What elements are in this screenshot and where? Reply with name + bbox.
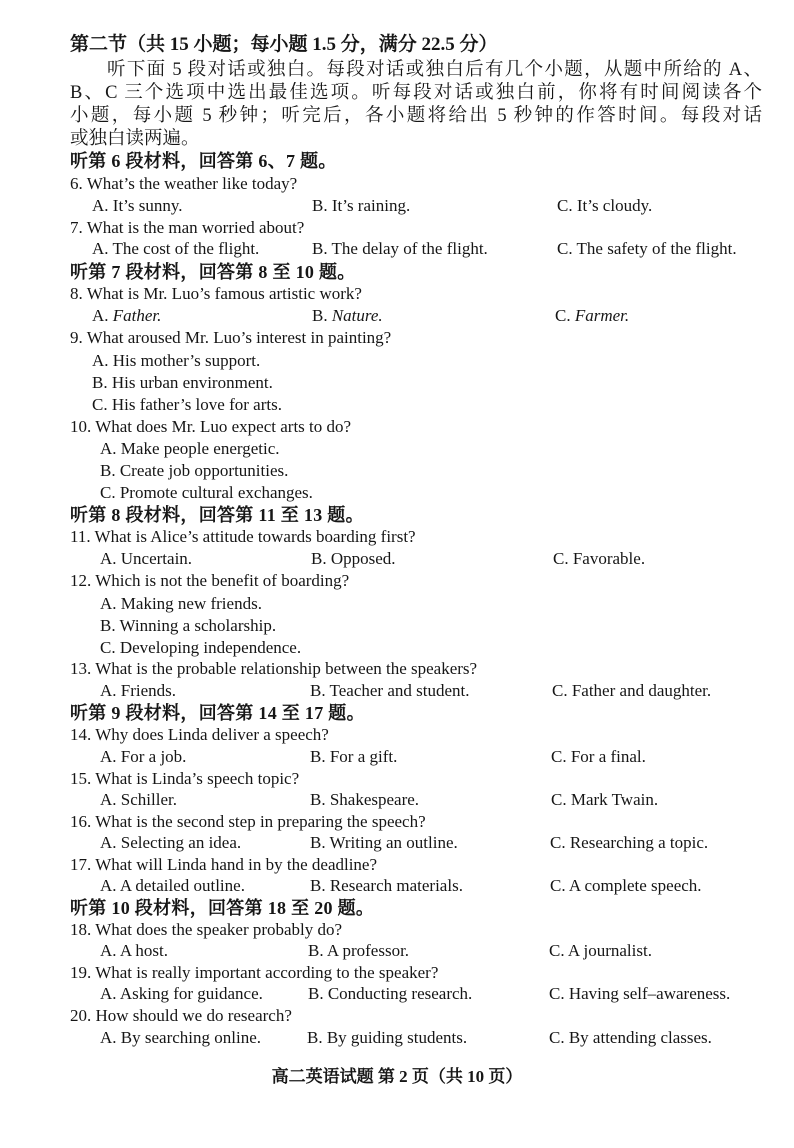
options-line bbox=[0, 789, 794, 811]
option-c: C. The safety of the flight. bbox=[557, 239, 737, 258]
question-stem: 15. What is Linda’s speech topic? bbox=[70, 769, 300, 788]
question-stem: 6. What’s the weather like today? bbox=[70, 174, 298, 193]
option-b: B. Teacher and student. bbox=[310, 681, 470, 700]
group-label-line bbox=[0, 702, 794, 724]
group-label-line bbox=[0, 261, 794, 283]
option-line bbox=[0, 637, 794, 659]
options-line bbox=[0, 238, 794, 260]
option-b: B. Shakespeare. bbox=[310, 790, 420, 809]
question-line bbox=[0, 854, 794, 876]
question-line bbox=[0, 570, 794, 592]
question-line bbox=[0, 1005, 794, 1027]
group-label: 听第 9 段材料，回答第 14 至 17 题。 bbox=[70, 703, 365, 723]
option-b: B. Opposed. bbox=[311, 549, 396, 568]
section-heading-line bbox=[0, 34, 794, 56]
options-line bbox=[0, 875, 794, 897]
option-letter: A. bbox=[92, 306, 109, 325]
option-c: C. Favorable. bbox=[553, 549, 646, 568]
option-b: B. Conducting research. bbox=[308, 984, 473, 1003]
question-stem: 19. What is really important according to the speaker? bbox=[70, 963, 439, 982]
question-stem: 13. What is the probable relationship between the speakers? bbox=[70, 659, 478, 678]
option-b: B. Winning a scholarship. bbox=[100, 616, 277, 635]
option-a: A. Selecting an idea. bbox=[100, 833, 242, 852]
question-stem: 12. Which is not the benefit of boarding? bbox=[70, 571, 350, 590]
option-line bbox=[0, 615, 794, 637]
option-line bbox=[0, 350, 794, 372]
group-label: 听第 6 段材料，回答第 6、7 题。 bbox=[70, 151, 337, 171]
question-line bbox=[0, 724, 794, 746]
option-a: A. Make people energetic. bbox=[100, 439, 280, 458]
option-a: A. Friends. bbox=[100, 681, 177, 700]
option-line bbox=[0, 593, 794, 615]
question-line bbox=[0, 811, 794, 833]
option-b: B. A professor. bbox=[308, 941, 410, 960]
instruction-line bbox=[0, 82, 794, 104]
question-line bbox=[0, 327, 794, 349]
options-line bbox=[0, 940, 794, 962]
instruction-line bbox=[0, 59, 794, 81]
option-c: C. A journalist. bbox=[549, 941, 652, 960]
option-title: Father. bbox=[112, 306, 162, 325]
option-b: B. Writing an outline. bbox=[310, 833, 458, 852]
instruction-line bbox=[0, 128, 794, 150]
option-b: B. By guiding students. bbox=[307, 1028, 468, 1047]
option-c: C. Mark Twain. bbox=[551, 790, 659, 809]
option-b: B. The delay of the flight. bbox=[312, 239, 488, 258]
option-b: B. For a gift. bbox=[310, 747, 398, 766]
options-line bbox=[0, 1027, 794, 1049]
option-b bbox=[312, 305, 383, 327]
option-letter: B. bbox=[312, 306, 328, 325]
options-line bbox=[0, 680, 794, 702]
option-c: C. By attending classes. bbox=[549, 1028, 712, 1047]
option-c bbox=[555, 305, 629, 327]
question-line bbox=[0, 658, 794, 680]
section-heading: 第二节（共 15 小题；每小题 1.5 分，满分 22.5 分） bbox=[70, 34, 498, 55]
options-line bbox=[0, 983, 794, 1005]
option-a: A. Uncertain. bbox=[100, 549, 193, 568]
question-stem: 20. How should we do research? bbox=[70, 1006, 292, 1025]
option-line bbox=[0, 438, 794, 460]
option-c: C. A complete speech. bbox=[550, 876, 702, 895]
option-c: C. It’s cloudy. bbox=[557, 196, 653, 215]
option-a: A. A detailed outline. bbox=[100, 876, 245, 895]
group-label-line bbox=[0, 504, 794, 526]
question-line bbox=[0, 962, 794, 984]
option-a: A. A host. bbox=[100, 941, 169, 960]
option-a bbox=[92, 305, 161, 327]
options-line bbox=[0, 548, 794, 570]
instruction-line bbox=[0, 105, 794, 127]
question-line bbox=[0, 283, 794, 305]
option-c: C. For a final. bbox=[551, 747, 646, 766]
option-c: C. Researching a topic. bbox=[550, 833, 709, 852]
question-stem: 16. What is the second step in preparing the speech? bbox=[70, 812, 426, 831]
group-label-line bbox=[0, 150, 794, 172]
option-c: C. Promote cultural exchanges. bbox=[100, 483, 313, 502]
group-label: 听第 8 段材料，回答第 11 至 13 题。 bbox=[70, 505, 364, 525]
option-a: A. Asking for guidance. bbox=[100, 984, 263, 1003]
options-line bbox=[0, 305, 794, 327]
question-stem: 17. What will Linda hand in by the deadline? bbox=[70, 855, 378, 874]
question-stem: 10. What does Mr. Luo expect arts to do? bbox=[70, 417, 352, 436]
option-a: A. By searching online. bbox=[100, 1028, 261, 1047]
question-stem: 7. What is the man worried about? bbox=[70, 218, 305, 237]
options-line bbox=[0, 195, 794, 217]
option-line bbox=[0, 394, 794, 416]
question-line bbox=[0, 919, 794, 941]
option-a: A. Schiller. bbox=[100, 790, 177, 809]
question-stem: 11. What is Alice’s attitude towards boarding first? bbox=[70, 527, 416, 546]
option-line bbox=[0, 482, 794, 504]
option-a: A. For a job. bbox=[100, 747, 187, 766]
question-stem: 8. What is Mr. Luo’s famous artistic work? bbox=[70, 284, 362, 303]
option-b: B. His urban environment. bbox=[92, 373, 273, 392]
option-b: B. Research materials. bbox=[310, 876, 463, 895]
question-line bbox=[0, 526, 794, 548]
option-title: Nature. bbox=[331, 306, 383, 325]
group-label: 听第 10 段材料，回答第 18 至 20 题。 bbox=[70, 898, 375, 918]
option-c: C. Father and daughter. bbox=[552, 681, 712, 700]
question-line bbox=[0, 217, 794, 239]
option-a: A. It’s sunny. bbox=[92, 196, 183, 215]
options-line bbox=[0, 832, 794, 854]
options-line bbox=[0, 746, 794, 768]
instruction-text: 或独白读两遍。 bbox=[70, 129, 200, 149]
instruction-text: 听下面 5 段对话或独白。每段对话或独白后有几个小题，从题中所给的 A、 bbox=[107, 60, 762, 80]
option-b: B. It’s raining. bbox=[312, 196, 411, 215]
option-a: A. The cost of the flight. bbox=[92, 239, 260, 258]
option-a: A. Making new friends. bbox=[100, 594, 262, 613]
instruction-text: B、C 三个选项中选出最佳选项。听每段对话或独白前，你将有时间阅读各个 bbox=[70, 83, 762, 103]
option-c: C. Having self–awareness. bbox=[549, 984, 731, 1003]
question-line bbox=[0, 768, 794, 790]
group-label: 听第 7 段材料，回答第 8 至 10 题。 bbox=[70, 262, 356, 282]
option-letter: C. bbox=[555, 306, 571, 325]
question-line bbox=[0, 173, 794, 195]
option-b: B. Create job opportunities. bbox=[100, 461, 289, 480]
option-c: C. His father’s love for arts. bbox=[92, 395, 282, 414]
instruction-text: 小题，每小题 5 秒钟；听完后，各小题将给出 5 秒钟的作答时间。每段对话 bbox=[70, 106, 762, 126]
option-a: A. His mother’s support. bbox=[92, 351, 261, 370]
question-stem: 9. What aroused Mr. Luo’s interest in painting? bbox=[70, 328, 392, 347]
option-line bbox=[0, 460, 794, 482]
question-line bbox=[0, 416, 794, 438]
group-label-line bbox=[0, 897, 794, 919]
option-c: C. Developing independence. bbox=[100, 638, 302, 657]
question-stem: 14. Why does Linda deliver a speech? bbox=[70, 725, 329, 744]
option-line bbox=[0, 372, 794, 394]
question-stem: 18. What does the speaker probably do? bbox=[70, 920, 343, 939]
option-title: Farmer. bbox=[574, 306, 630, 325]
page-footer: 高二英语试题 第 2 页（共 10 页） bbox=[271, 1067, 523, 1086]
